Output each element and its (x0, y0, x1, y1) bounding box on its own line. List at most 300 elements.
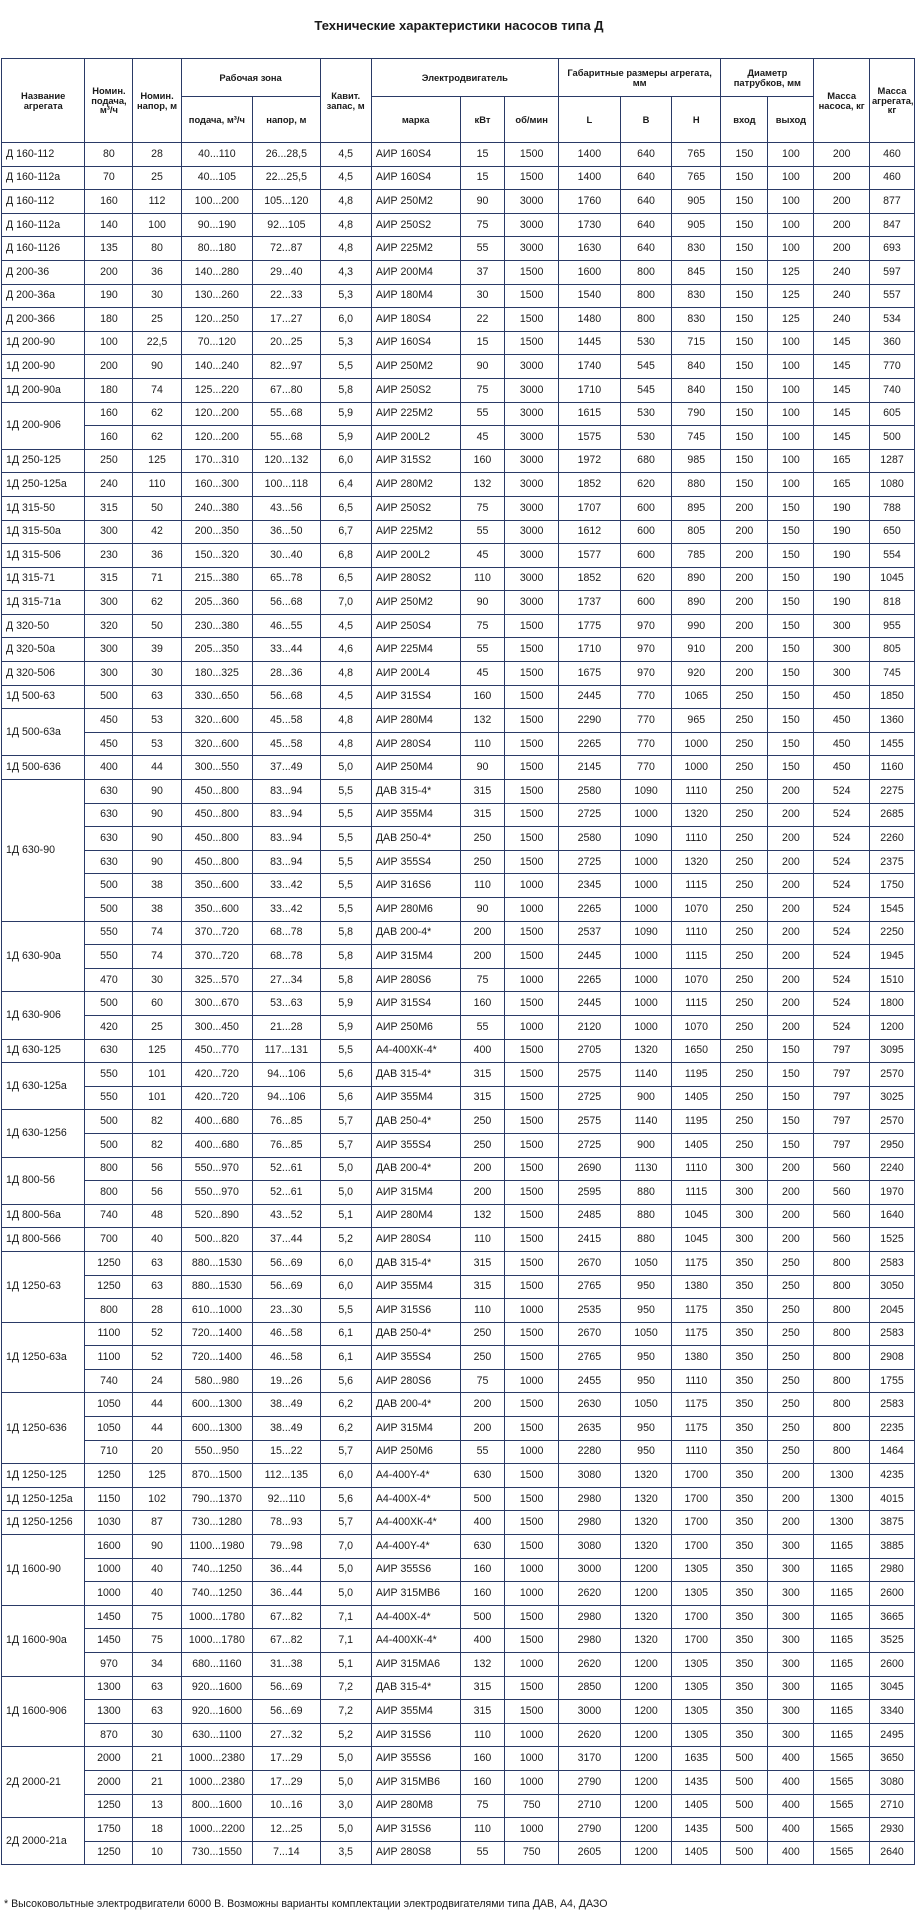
cell-nominal-head: 53 (133, 732, 181, 756)
cell-dim-h: 1635 (672, 1747, 721, 1771)
cell-nozzle-in: 300 (721, 1204, 768, 1228)
header-nozzle-out: выход (768, 97, 814, 143)
cell-cavitation: 4,8 (320, 662, 371, 686)
cell-nozzle-in: 350 (721, 1275, 768, 1299)
cell-nominal-head: 28 (133, 143, 181, 167)
cell-dim-l: 1710 (558, 638, 620, 662)
cell-motor-rpm: 750 (505, 1794, 558, 1818)
cell-wz-head: 68...78 (253, 921, 320, 945)
cell-motor-rpm: 1500 (505, 756, 558, 780)
cell-nominal-flow: 550 (85, 1063, 133, 1087)
cell-wz-flow: 740...1250 (181, 1558, 253, 1582)
cell-unit-mass: 1455 (869, 732, 914, 756)
cell-dim-b: 1000 (620, 945, 671, 969)
cell-nozzle-out: 100 (768, 237, 814, 261)
cell-motor-rpm: 1000 (505, 1818, 558, 1842)
cell-motor-model: АИР 355S6 (371, 1558, 460, 1582)
cell-nozzle-in: 250 (721, 780, 768, 804)
cell-pump-mass: 800 (814, 1251, 870, 1275)
cell-pump-mass: 240 (814, 260, 870, 284)
header-nozzle-diameter: Диаметр патрубков, мм (721, 59, 814, 97)
cell-nominal-head: 36 (133, 260, 181, 284)
cell-dim-l: 1577 (558, 544, 620, 568)
cell-dim-h: 805 (672, 520, 721, 544)
cell-cavitation: 5,0 (320, 756, 371, 780)
cell-cavitation: 6,2 (320, 1417, 371, 1441)
cell-motor-kw: 400 (460, 1039, 505, 1063)
cell-dim-b: 530 (620, 331, 671, 355)
cell-dim-b: 1200 (620, 1747, 671, 1771)
cell-dim-l: 2725 (558, 803, 620, 827)
cell-motor-kw: 55 (460, 402, 505, 426)
table-row (2, 496, 915, 520)
cell-nominal-flow: 300 (85, 591, 133, 615)
cell-pump-name: 1Д 315-71а (2, 591, 85, 615)
cell-pump-mass: 524 (814, 898, 870, 922)
cell-cavitation: 5,5 (320, 780, 371, 804)
cell-motor-kw: 30 (460, 284, 505, 308)
cell-unit-mass: 2583 (869, 1322, 914, 1346)
cell-cavitation: 7,0 (320, 591, 371, 615)
cell-pump-mass: 1565 (814, 1794, 870, 1818)
cell-unit-mass: 2600 (869, 1653, 914, 1677)
cell-wz-head: 94...106 (253, 1063, 320, 1087)
cell-dim-b: 600 (620, 544, 671, 568)
cell-motor-model: АИР 160S4 (371, 331, 460, 355)
cell-motor-rpm: 1500 (505, 850, 558, 874)
cell-nominal-flow: 250 (85, 449, 133, 473)
cell-dim-h: 1320 (672, 803, 721, 827)
cell-wz-flow: 120...200 (181, 402, 253, 426)
cell-dim-b: 1200 (620, 1653, 671, 1677)
cell-dim-h: 830 (672, 308, 721, 332)
cell-unit-mass: 597 (869, 260, 914, 284)
cell-motor-rpm: 1500 (505, 1629, 558, 1653)
cell-nozzle-in: 350 (721, 1440, 768, 1464)
cell-dim-l: 2280 (558, 1440, 620, 1464)
cell-dim-b: 620 (620, 473, 671, 497)
cell-nominal-flow: 450 (85, 732, 133, 756)
cell-dim-b: 970 (620, 662, 671, 686)
cell-dim-b: 770 (620, 709, 671, 733)
cell-nozzle-in: 250 (721, 685, 768, 709)
cell-dim-l: 1737 (558, 591, 620, 615)
cell-pump-mass: 800 (814, 1417, 870, 1441)
cell-motor-model: ДАВ 315-4* (371, 1676, 460, 1700)
cell-pump-mass: 190 (814, 591, 870, 615)
cell-nominal-head: 52 (133, 1346, 181, 1370)
cell-nominal-head: 36 (133, 544, 181, 568)
cell-dim-h: 1070 (672, 1015, 721, 1039)
table-row (2, 1653, 915, 1677)
cell-nozzle-out: 200 (768, 945, 814, 969)
cell-motor-rpm: 1500 (505, 1322, 558, 1346)
cell-motor-rpm: 3000 (505, 426, 558, 450)
cell-wz-flow: 350...600 (181, 874, 253, 898)
cell-motor-kw: 500 (460, 1487, 505, 1511)
cell-motor-model: АИР 225М2 (371, 520, 460, 544)
cell-nozzle-out: 150 (768, 591, 814, 615)
cell-dim-b: 1320 (620, 1535, 671, 1559)
cell-nozzle-out: 150 (768, 567, 814, 591)
cell-motor-model: А4-400Х-4* (371, 1487, 460, 1511)
cell-wz-flow: 90...190 (181, 213, 253, 237)
cell-wz-flow: 550...970 (181, 1181, 253, 1205)
cell-dim-l: 1445 (558, 331, 620, 355)
cell-nominal-head: 38 (133, 874, 181, 898)
cell-dim-h: 890 (672, 567, 721, 591)
cell-dim-l: 2485 (558, 1204, 620, 1228)
table-row (2, 1605, 915, 1629)
table-row (2, 1440, 915, 1464)
cell-nominal-head: 34 (133, 1653, 181, 1677)
cell-nozzle-out: 300 (768, 1676, 814, 1700)
cell-wz-head: 15...22 (253, 1440, 320, 1464)
cell-dim-h: 985 (672, 449, 721, 473)
cell-dim-l: 1707 (558, 496, 620, 520)
cell-nozzle-in: 350 (721, 1299, 768, 1323)
cell-dim-b: 1090 (620, 780, 671, 804)
cell-pump-name: 1Д 630-906 (2, 992, 85, 1039)
cell-wz-head: 17...29 (253, 1770, 320, 1794)
cell-pump-mass: 1300 (814, 1487, 870, 1511)
cell-nozzle-out: 100 (768, 426, 814, 450)
cell-nozzle-out: 300 (768, 1535, 814, 1559)
cell-motor-kw: 315 (460, 780, 505, 804)
cell-motor-rpm: 1500 (505, 1487, 558, 1511)
cell-cavitation: 5,0 (320, 1747, 371, 1771)
cell-nominal-head: 13 (133, 1794, 181, 1818)
cell-nozzle-in: 150 (721, 402, 768, 426)
cell-motor-rpm: 1500 (505, 1393, 558, 1417)
cell-cavitation: 6,2 (320, 1393, 371, 1417)
cell-nozzle-out: 150 (768, 732, 814, 756)
cell-nozzle-out: 125 (768, 260, 814, 284)
table-row (2, 1063, 915, 1087)
cell-motor-model: АИР 315S6 (371, 1723, 460, 1747)
header-wz-head: напор, м (253, 97, 320, 143)
cell-pump-name: 1Д 630-1256 (2, 1110, 85, 1157)
table-header (2, 59, 915, 143)
cell-dim-b: 640 (620, 166, 671, 190)
cell-dim-h: 785 (672, 544, 721, 568)
cell-dim-b: 950 (620, 1417, 671, 1441)
cell-motor-rpm: 1500 (505, 1086, 558, 1110)
cell-dim-l: 1972 (558, 449, 620, 473)
cell-cavitation: 5,1 (320, 1204, 371, 1228)
cell-wz-flow: 870...1500 (181, 1464, 253, 1488)
cell-motor-kw: 15 (460, 143, 505, 167)
cell-wz-head: 23...30 (253, 1299, 320, 1323)
cell-pump-mass: 524 (814, 803, 870, 827)
cell-wz-head: 56...69 (253, 1275, 320, 1299)
cell-unit-mass: 534 (869, 308, 914, 332)
cell-dim-h: 830 (672, 284, 721, 308)
cell-wz-head: 67...80 (253, 378, 320, 402)
cell-nominal-flow: 100 (85, 331, 133, 355)
table-row (2, 1228, 915, 1252)
cell-dim-l: 2345 (558, 874, 620, 898)
cell-motor-rpm: 1000 (505, 1582, 558, 1606)
cell-motor-kw: 90 (460, 898, 505, 922)
cell-pump-mass: 1300 (814, 1464, 870, 1488)
cell-motor-kw: 110 (460, 1228, 505, 1252)
cell-nominal-head: 74 (133, 378, 181, 402)
table-row (2, 1535, 915, 1559)
table-row (2, 1346, 915, 1370)
cell-nominal-flow: 1450 (85, 1605, 133, 1629)
cell-nominal-head: 125 (133, 1039, 181, 1063)
cell-unit-mass: 740 (869, 378, 914, 402)
cell-pump-mass: 145 (814, 402, 870, 426)
cell-dim-l: 2445 (558, 685, 620, 709)
cell-unit-mass: 2583 (869, 1393, 914, 1417)
cell-wz-flow: 205...360 (181, 591, 253, 615)
header-motor-rpm: об/мин (505, 97, 558, 143)
cell-nominal-head: 50 (133, 614, 181, 638)
cell-nozzle-out: 400 (768, 1841, 814, 1865)
cell-motor-rpm: 1500 (505, 992, 558, 1016)
cell-pump-mass: 190 (814, 520, 870, 544)
cell-dim-b: 880 (620, 1228, 671, 1252)
cell-pump-mass: 797 (814, 1086, 870, 1110)
cell-motor-rpm: 1500 (505, 827, 558, 851)
cell-motor-model: АИР 200L2 (371, 426, 460, 450)
cell-nozzle-out: 125 (768, 308, 814, 332)
cell-nominal-head: 87 (133, 1511, 181, 1535)
cell-motor-kw: 160 (460, 992, 505, 1016)
cell-dim-l: 2580 (558, 780, 620, 804)
cell-nozzle-in: 250 (721, 874, 768, 898)
cell-motor-rpm: 3000 (505, 496, 558, 520)
cell-pump-mass: 800 (814, 1393, 870, 1417)
cell-unit-mass: 1750 (869, 874, 914, 898)
cell-wz-head: 20...25 (253, 331, 320, 355)
cell-nominal-flow: 470 (85, 968, 133, 992)
cell-dim-h: 1110 (672, 780, 721, 804)
cell-pump-mass: 450 (814, 756, 870, 780)
cell-motor-model: АИР 315S6 (371, 1818, 460, 1842)
cell-nozzle-out: 100 (768, 449, 814, 473)
cell-nominal-flow: 315 (85, 496, 133, 520)
cell-pump-mass: 190 (814, 567, 870, 591)
cell-motor-rpm: 1500 (505, 1676, 558, 1700)
cell-motor-model: ДАВ 315-4* (371, 780, 460, 804)
cell-dim-h: 1115 (672, 992, 721, 1016)
cell-dim-b: 640 (620, 213, 671, 237)
cell-wz-head: 65...78 (253, 567, 320, 591)
cell-dim-h: 1110 (672, 921, 721, 945)
cell-pump-name: 2Д 2000-21 (2, 1747, 85, 1818)
cell-wz-head: 21...28 (253, 1015, 320, 1039)
table-row (2, 685, 915, 709)
cell-cavitation: 3,0 (320, 1794, 371, 1818)
cell-unit-mass: 1080 (869, 473, 914, 497)
cell-motor-rpm: 1500 (505, 331, 558, 355)
cell-dim-b: 1000 (620, 992, 671, 1016)
cell-motor-kw: 315 (460, 1063, 505, 1087)
cell-dim-h: 840 (672, 355, 721, 379)
cell-pump-mass: 450 (814, 685, 870, 709)
cell-nominal-head: 10 (133, 1841, 181, 1865)
cell-motor-model: АИР 225М4 (371, 638, 460, 662)
cell-dim-l: 2690 (558, 1157, 620, 1181)
cell-motor-model: АИР 250М6 (371, 1440, 460, 1464)
cell-wz-head: 19...26 (253, 1369, 320, 1393)
cell-unit-mass: 2375 (869, 850, 914, 874)
cell-wz-flow: 920...1600 (181, 1700, 253, 1724)
table-row (2, 1794, 915, 1818)
cell-motor-rpm: 1000 (505, 1723, 558, 1747)
cell-motor-kw: 110 (460, 1818, 505, 1842)
cell-unit-mass: 1640 (869, 1204, 914, 1228)
cell-dim-h: 845 (672, 260, 721, 284)
cell-pump-mass: 800 (814, 1275, 870, 1299)
cell-cavitation: 5,9 (320, 992, 371, 1016)
table-row (2, 1770, 915, 1794)
cell-pump-name: Д 160-112а (2, 213, 85, 237)
cell-pump-name: Д 160-112 (2, 143, 85, 167)
cell-pump-mass: 797 (814, 1039, 870, 1063)
cell-nominal-flow: 710 (85, 1440, 133, 1464)
cell-motor-model: АИР 250М2 (371, 591, 460, 615)
cell-wz-head: 117...131 (253, 1039, 320, 1063)
cell-nozzle-in: 150 (721, 260, 768, 284)
cell-unit-mass: 2600 (869, 1582, 914, 1606)
cell-nozzle-in: 250 (721, 1110, 768, 1134)
cell-dim-b: 770 (620, 756, 671, 780)
cell-wz-head: 45...58 (253, 732, 320, 756)
cell-dim-h: 1115 (672, 945, 721, 969)
cell-wz-flow: 160...300 (181, 473, 253, 497)
cell-wz-head: 56...69 (253, 1700, 320, 1724)
cell-pump-mass: 450 (814, 709, 870, 733)
cell-dim-l: 2265 (558, 968, 620, 992)
cell-dim-l: 2980 (558, 1629, 620, 1653)
cell-nozzle-out: 100 (768, 213, 814, 237)
cell-dim-h: 1650 (672, 1039, 721, 1063)
cell-nominal-head: 56 (133, 1181, 181, 1205)
cell-unit-mass: 805 (869, 638, 914, 662)
cell-nozzle-out: 250 (768, 1440, 814, 1464)
cell-dim-b: 640 (620, 143, 671, 167)
table-row (2, 945, 915, 969)
cell-nominal-head: 63 (133, 685, 181, 709)
cell-pump-mass: 1165 (814, 1629, 870, 1653)
cell-nominal-head: 25 (133, 166, 181, 190)
cell-dim-h: 1700 (672, 1511, 721, 1535)
cell-motor-rpm: 3000 (505, 544, 558, 568)
cell-pump-mass: 1165 (814, 1653, 870, 1677)
cell-nozzle-in: 250 (721, 803, 768, 827)
cell-nominal-flow: 135 (85, 237, 133, 261)
cell-nozzle-in: 350 (721, 1558, 768, 1582)
cell-unit-mass: 788 (869, 496, 914, 520)
cell-wz-flow: 80...180 (181, 237, 253, 261)
cell-nozzle-in: 300 (721, 1157, 768, 1181)
cell-wz-flow: 610...1000 (181, 1299, 253, 1323)
cell-pump-mass: 165 (814, 449, 870, 473)
cell-dim-h: 1110 (672, 1157, 721, 1181)
cell-dim-b: 900 (620, 1086, 671, 1110)
cell-cavitation: 6,8 (320, 544, 371, 568)
cell-dim-h: 1405 (672, 1841, 721, 1865)
cell-motor-model: А4-400ХК-4* (371, 1629, 460, 1653)
cell-motor-model: АИР 250М4 (371, 756, 460, 780)
table-row (2, 1015, 915, 1039)
cell-motor-rpm: 1500 (505, 1063, 558, 1087)
cell-wz-head: 12...25 (253, 1818, 320, 1842)
cell-nozzle-out: 200 (768, 1015, 814, 1039)
cell-wz-head: 76...85 (253, 1133, 320, 1157)
cell-dim-l: 1740 (558, 355, 620, 379)
cell-nozzle-out: 400 (768, 1818, 814, 1842)
cell-cavitation: 6,1 (320, 1322, 371, 1346)
cell-dim-b: 900 (620, 1133, 671, 1157)
cell-nozzle-out: 200 (768, 1228, 814, 1252)
cell-motor-model: АИР 316S6 (371, 874, 460, 898)
cell-nozzle-out: 150 (768, 1063, 814, 1087)
cell-nominal-flow: 400 (85, 756, 133, 780)
cell-cavitation: 4,8 (320, 709, 371, 733)
cell-nominal-head: 30 (133, 284, 181, 308)
cell-motor-kw: 400 (460, 1629, 505, 1653)
cell-pump-name: 1Д 200-90а (2, 378, 85, 402)
cell-nozzle-in: 200 (721, 591, 768, 615)
cell-cavitation: 5,0 (320, 1582, 371, 1606)
cell-wz-flow: 100...200 (181, 190, 253, 214)
cell-wz-flow: 200...350 (181, 520, 253, 544)
cell-wz-head: 36...44 (253, 1582, 320, 1606)
table-row (2, 1511, 915, 1535)
cell-nominal-head: 42 (133, 520, 181, 544)
cell-unit-mass: 554 (869, 544, 914, 568)
cell-wz-head: 56...69 (253, 1676, 320, 1700)
cell-cavitation: 6,0 (320, 449, 371, 473)
cell-motor-kw: 315 (460, 1275, 505, 1299)
cell-motor-rpm: 1500 (505, 1228, 558, 1252)
cell-unit-mass: 2685 (869, 803, 914, 827)
cell-dim-h: 1175 (672, 1322, 721, 1346)
cell-wz-flow: 450...800 (181, 850, 253, 874)
cell-nozzle-out: 150 (768, 756, 814, 780)
table-row (2, 190, 915, 214)
cell-nominal-flow: 500 (85, 685, 133, 709)
cell-pump-mass: 524 (814, 945, 870, 969)
cell-dim-l: 2535 (558, 1299, 620, 1323)
cell-nozzle-out: 100 (768, 402, 814, 426)
cell-pump-name: Д 200-36 (2, 260, 85, 284)
cell-pump-mass: 200 (814, 166, 870, 190)
cell-nominal-flow: 1300 (85, 1676, 133, 1700)
table-row (2, 709, 915, 733)
cell-dim-l: 2765 (558, 1275, 620, 1299)
table-row (2, 1181, 915, 1205)
cell-pump-mass: 800 (814, 1322, 870, 1346)
cell-pump-name: Д 160-112а (2, 166, 85, 190)
cell-nominal-flow: 1450 (85, 1629, 133, 1653)
cell-nozzle-out: 200 (768, 992, 814, 1016)
cell-dim-l: 1760 (558, 190, 620, 214)
cell-unit-mass: 1160 (869, 756, 914, 780)
table-row (2, 1818, 915, 1842)
cell-nozzle-out: 150 (768, 520, 814, 544)
table-row (2, 1157, 915, 1181)
cell-motor-rpm: 1500 (505, 780, 558, 804)
cell-pump-mass: 797 (814, 1133, 870, 1157)
cell-nozzle-in: 150 (721, 331, 768, 355)
cell-nominal-head: 44 (133, 1393, 181, 1417)
